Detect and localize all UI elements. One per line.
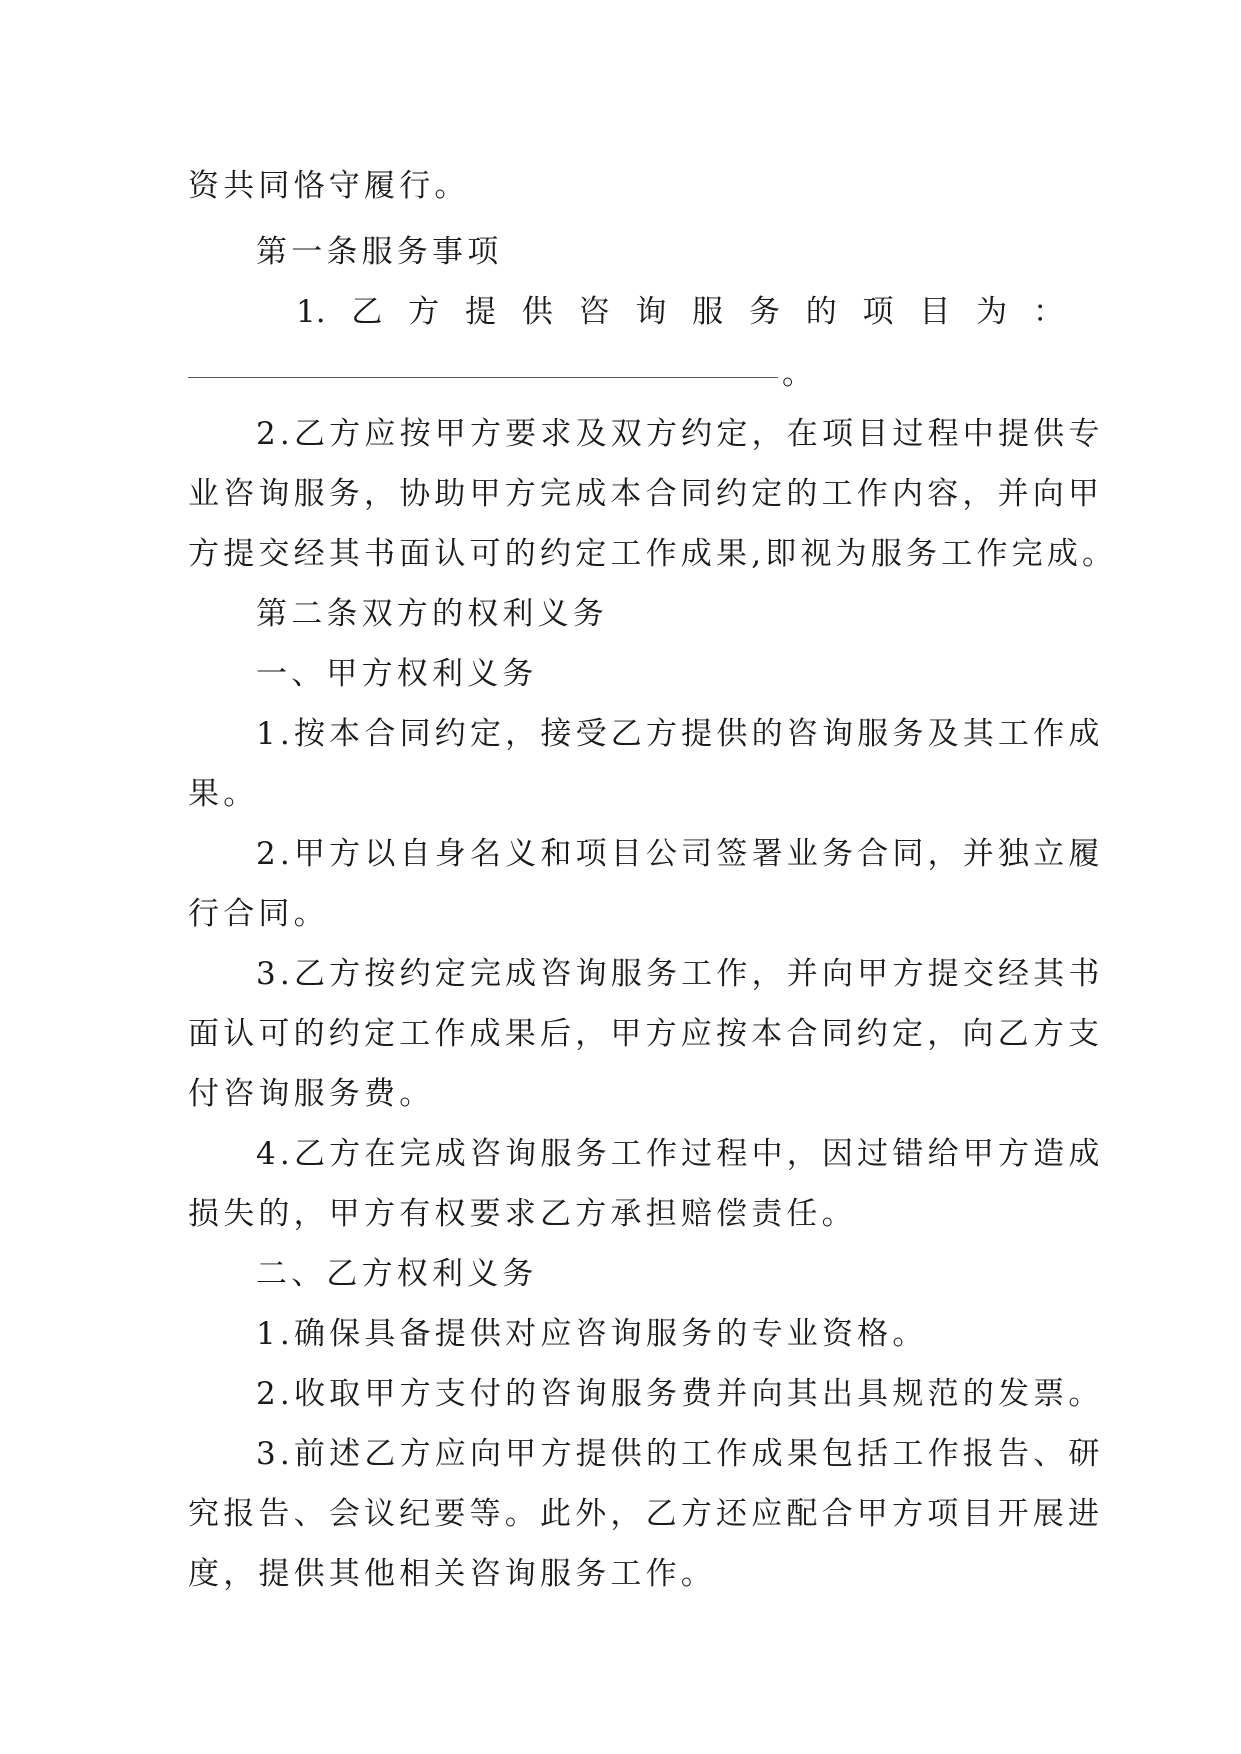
paragraph-line: 1.确保具备提供对应咨询服务的专业资格。 (256, 1316, 928, 1352)
section-heading: 第一条服务事项 (256, 234, 503, 270)
subsection-heading: 一、甲方权利义务 (256, 656, 538, 692)
paragraph-line: 2.收取甲方支付的咨询服务费并向其出具规范的发票。 (256, 1376, 1104, 1412)
paragraph-line: 付咨询服务费。 (188, 1076, 435, 1112)
paragraph-line: 资共同恪守履行。 (188, 168, 470, 204)
item-1-line: 1. 乙 方 提 供 咨 询 服 务 的 项 目 为 ： (296, 294, 1064, 330)
fill-in-blank (188, 354, 1068, 394)
subsection-heading: 二、乙方权利义务 (256, 1256, 538, 1292)
paragraph-line: 3.乙方按约定完成咨询服务工作，并向甲方提交经其书 (256, 956, 1104, 992)
blank-underline (188, 377, 778, 378)
paragraph-line: 行合同。 (188, 896, 329, 932)
paragraph-line: 方提交经其书面认可的约定工作成果,即视为服务工作完成。 (188, 536, 1118, 572)
blank-end-mark: 。 (782, 356, 813, 392)
paragraph-line: 业咨询服务，协助甲方完成本合同约定的工作内容，并向甲 (188, 476, 1104, 512)
paragraph-line: 面认可的约定工作成果后，甲方应按本合同约定，向乙方支 (188, 1016, 1104, 1052)
paragraph-line: 损失的，甲方有权要求乙方承担赔偿责任。 (188, 1196, 857, 1232)
paragraph-line: 1.按本合同约定，接受乙方提供的咨询服务及其工作成 (256, 716, 1104, 752)
paragraph-line: 度，提供其他相关咨询服务工作。 (188, 1556, 716, 1592)
paragraph-line: 2.乙方应按甲方要求及双方约定，在项目过程中提供专 (256, 416, 1104, 452)
paragraph-line: 4.乙方在完成咨询服务工作过程中，因过错给甲方造成 (256, 1136, 1104, 1172)
paragraph-line: 3.前述乙方应向甲方提供的工作成果包括工作报告、研 (256, 1436, 1104, 1472)
section-heading: 第二条双方的权利义务 (256, 596, 608, 632)
paragraph-line: 果。 (188, 776, 259, 812)
paragraph-line: 2.甲方以自身名义和项目公司签署业务合同，并独立履 (256, 836, 1104, 872)
paragraph-line: 究报告、会议纪要等。此外，乙方还应配合甲方项目开展进 (188, 1496, 1104, 1532)
